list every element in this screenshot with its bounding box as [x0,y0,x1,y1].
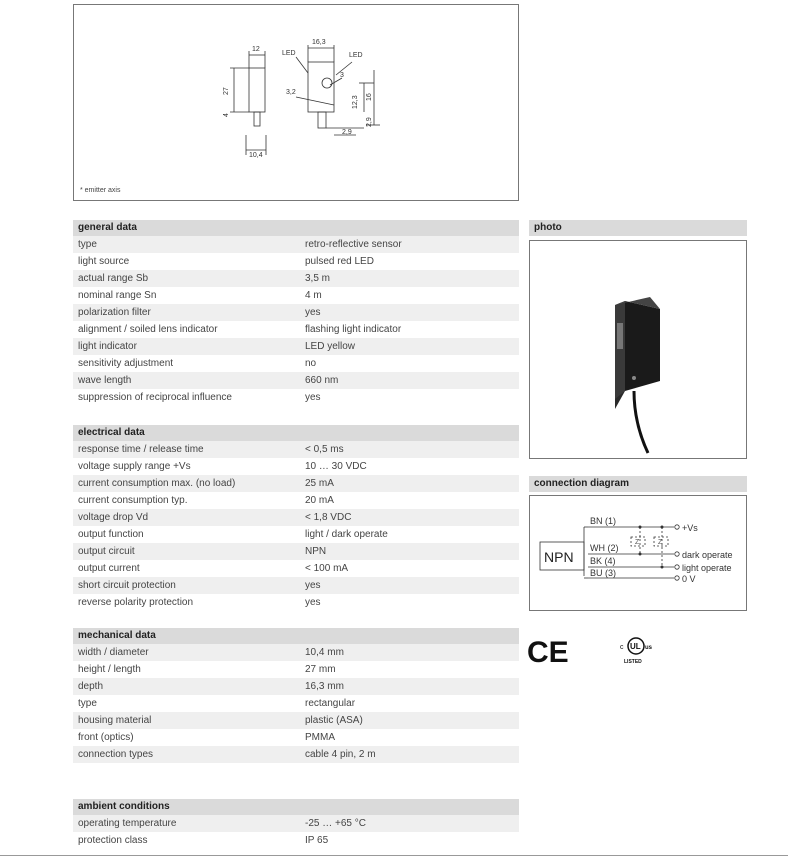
dim-label-3: 3 [340,72,344,79]
table-row [73,236,519,253]
dim-label-4: 4 [223,113,230,117]
row-label: response time / release time [78,444,204,455]
terminal-vs: +Vs [682,523,698,533]
dim-label-2-9: 2,9 [342,129,352,136]
section-title-general: general data [73,220,519,236]
row-value: 10 … 30 VDC [305,461,367,472]
row-label: actual range Sb [78,273,149,284]
dim-label-3-2: 3,2 [286,89,296,96]
svg-text:CE: CE [527,636,569,666]
row-label: alignment / soiled lens indicator [78,324,218,335]
svg-text:us: us [645,645,653,651]
table-row [73,372,519,389]
page-bottom-rule [0,855,788,856]
table-row [73,509,519,526]
row-label: output current [78,563,140,574]
sensor-body [625,301,660,391]
dim-label-12: 12 [252,46,260,53]
dimension-drawing [73,4,519,201]
row-value: -25 … +65 °C [305,818,366,829]
row-value: yes [305,307,321,318]
table-row [73,321,519,338]
row-label: type [78,698,97,709]
row-label: short circuit protection [78,580,176,591]
npn-label: NPN [544,549,574,565]
zener-label-1: Z [635,539,640,546]
wire-label-bn: BN (1) [590,516,617,526]
table-row [73,678,519,695]
table-row-empty [73,763,519,780]
led-left-label: LED [282,50,296,57]
section-title-mechanical: mechanical data [73,628,519,644]
terminal-0v: 0 V [682,574,696,584]
svg-text:LISTED: LISTED [624,659,642,665]
row-label: wave length [78,375,132,386]
row-label: housing material [78,715,152,726]
led-right-label: LED [349,52,363,59]
dim-label-16-3: 16,3 [312,39,326,46]
row-value: < 1,8 VDC [305,512,352,523]
row-label: type [78,239,97,250]
row-value: 16,3 mm [305,681,344,692]
section-title-electrical: electrical data [73,425,519,441]
row-label: voltage drop Vd [78,512,149,523]
photo-heading: photo [529,220,747,236]
table-row [73,304,519,321]
row-label: width / diameter [78,647,149,658]
table-row [73,729,519,746]
table-row [73,253,519,270]
table-row [73,270,519,287]
mechanical-data-table [73,628,519,780]
table-row [73,543,519,560]
row-value: 25 mA [305,478,334,489]
electrical-data-table [73,425,519,611]
table-row [73,492,519,509]
terminal-light-operate: light operate [682,563,732,573]
front-view-lens [322,78,332,88]
row-value: flashing light indicator [305,324,402,335]
row-label: height / length [78,664,141,675]
table-row [73,815,519,832]
row-value: yes [305,392,321,403]
table-row [73,712,519,729]
row-label: voltage supply range +Vs [78,461,191,472]
table-row [73,661,519,678]
table-row [73,287,519,304]
row-label: sensitivity adjustment [78,358,174,369]
row-value: 3,5 m [305,273,331,284]
row-value: < 0,5 ms [305,444,344,455]
row-value: LED yellow [305,341,356,352]
row-value: 20 mA [305,495,334,506]
row-value: < 100 mA [305,563,349,574]
row-value: light / dark operate [305,529,388,540]
led-left-leader [296,57,308,73]
row-label: current consumption typ. [78,495,188,506]
sensor-cable [634,391,648,453]
row-label: current consumption max. (no load) [78,478,236,489]
row-value: 10,4 mm [305,647,344,658]
table-row [73,577,519,594]
row-label: output function [78,529,144,540]
connection-diagram-svg [530,496,746,610]
sensor-photo-svg [530,241,746,458]
table-row [73,458,519,475]
ul-listed-mark [620,632,664,673]
side-view-cable [254,112,260,126]
row-value: rectangular [305,698,356,709]
table-row [73,389,519,406]
connection-diagram [529,495,747,611]
table-row [73,746,519,763]
ambient-conditions-table [73,799,519,849]
front-view-cable [318,112,326,128]
row-value: NPN [305,546,327,557]
table-row [73,338,519,355]
row-value: IP 65 [305,835,329,846]
wire-label-bk: BK (4) [590,556,616,566]
row-value: 27 mm [305,664,336,675]
led-right-leader [336,62,352,75]
row-label: light indicator [78,341,137,352]
ce-mark [527,634,571,671]
sensor-label [617,323,623,349]
row-label: output circuit [78,546,135,557]
svg-text:c: c [620,644,624,651]
side-view-body [249,68,265,112]
row-label: front (optics) [78,732,134,743]
ul-logo-icon: UL [630,642,641,651]
dim-label-16: 16 [366,93,373,101]
zener-label-2: Z [658,539,663,546]
ce-mark-svg [527,634,571,666]
row-value: pulsed red LED [305,256,374,267]
ul-listed-svg [620,632,664,668]
terminal-dark-operate: dark operate [682,550,733,560]
row-value: no [305,358,317,369]
table-row [73,526,519,543]
table-row [73,560,519,577]
row-value: PMMA [305,732,335,743]
dim-label-2-9-vertical: 2,9 [366,117,373,127]
dim-label-10-4: 10,4 [249,152,263,159]
product-photo [529,240,747,459]
connection-diagram-heading: connection diagram [529,476,747,492]
row-value: plastic (ASA) [305,715,363,726]
table-row [73,695,519,712]
row-label: reverse polarity protection [78,597,194,608]
wire-label-wh: WH (2) [590,543,619,553]
emitter-axis-note: * emitter axis [80,187,121,194]
row-value: yes [305,580,321,591]
wire-label-bu: BU (3) [590,568,617,578]
row-value: yes [305,597,321,608]
row-label: depth [78,681,104,692]
section-title-ambient: ambient conditions [73,799,519,815]
table-row [73,355,519,372]
row-label: light source [78,256,130,267]
row-value: 660 nm [305,375,339,386]
row-value: cable 4 pin, 2 m [305,749,376,760]
row-value: retro-reflective sensor [305,239,402,250]
dimension-drawing-svg [74,5,520,202]
table-row [73,832,519,849]
row-label: suppression of reciprocal influence [78,392,232,403]
dim-label-27: 27 [223,87,230,95]
row-value: 4 m [305,290,322,301]
dim-label-12-3: 12,3 [352,95,359,109]
row-label: polarization filter [78,307,151,318]
table-row [73,441,519,458]
row-label: connection types [78,749,154,760]
row-label: nominal range Sn [78,290,157,301]
row-label: operating temperature [78,818,177,829]
row-label: protection class [78,835,148,846]
table-row [73,644,519,661]
table-row [73,475,519,492]
table-row [73,594,519,611]
general-data-table [73,220,519,406]
